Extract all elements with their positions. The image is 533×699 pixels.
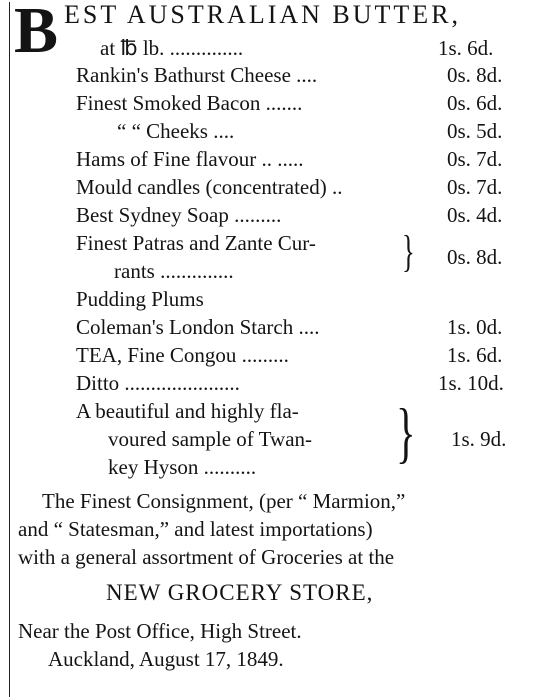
item-label: Rankin's Bathurst Cheese .... bbox=[76, 63, 318, 87]
item-label: Finest Patras and Zante Cur- bbox=[76, 231, 316, 255]
store-name: NEW GROCERY STORE, bbox=[106, 580, 374, 605]
left-column-rule bbox=[9, 2, 10, 697]
headline-price: 1s. 6d. bbox=[438, 36, 494, 60]
item-price: 0s. 8d. bbox=[447, 245, 503, 269]
item-price: 1s. 6d. bbox=[447, 343, 503, 367]
item-price: 0s. 4d. bbox=[447, 203, 503, 227]
item-label: Best Sydney Soap ......... bbox=[76, 203, 282, 227]
item-label: voured sample of Twan- bbox=[108, 427, 313, 451]
body-line: The Finest Consignment, (per “ Marmion,” bbox=[42, 489, 406, 513]
item-label: rants .............. bbox=[114, 259, 234, 283]
item-label: Ditto ...................... bbox=[76, 371, 240, 395]
item-price: 0s. 8d. bbox=[447, 63, 503, 87]
item-label: Coleman's London Starch .... bbox=[76, 315, 320, 339]
bracket-glyph: } bbox=[396, 394, 416, 470]
body-line: and “ Statesman,” and latest importations) bbox=[18, 517, 373, 541]
item-label: “ “ Cheeks .... bbox=[117, 119, 235, 143]
item-price: 1s. 0d. bbox=[447, 315, 503, 339]
item-label: A beautiful and highly fla- bbox=[76, 399, 299, 423]
store-address: Near the Post Office, High Street. bbox=[18, 619, 302, 643]
headline-butter: EST AUSTRALIAN BUTTER, bbox=[64, 0, 462, 29]
item-label: Hams of Fine flavour .. ..... bbox=[76, 147, 304, 171]
item-price: 1s. 10d. bbox=[438, 371, 504, 395]
item-price: 0s. 7d. bbox=[447, 175, 503, 199]
item-label: Finest Smoked Bacon ....... bbox=[76, 91, 303, 115]
dropcap-letter: B bbox=[14, 0, 59, 67]
item-price: 1s. 9d. bbox=[451, 427, 507, 451]
dateline: Auckland, August 17, 1849. bbox=[48, 647, 284, 671]
item-price: 0s. 5d. bbox=[447, 119, 503, 143]
item-price: 0s. 6d. bbox=[447, 91, 503, 115]
bracket-glyph: } bbox=[402, 227, 415, 276]
item-label: key Hyson .......... bbox=[108, 455, 257, 479]
headline-sub: at ℔ lb. .............. bbox=[100, 36, 244, 60]
item-label: Pudding Plums bbox=[76, 287, 204, 311]
item-label: TEA, Fine Congou ......... bbox=[76, 343, 289, 367]
item-price: 0s. 7d. bbox=[447, 147, 503, 171]
item-label: Mould candles (concentrated) .. bbox=[76, 175, 343, 199]
body-line: with a general assortment of Groceries at the bbox=[18, 545, 395, 569]
